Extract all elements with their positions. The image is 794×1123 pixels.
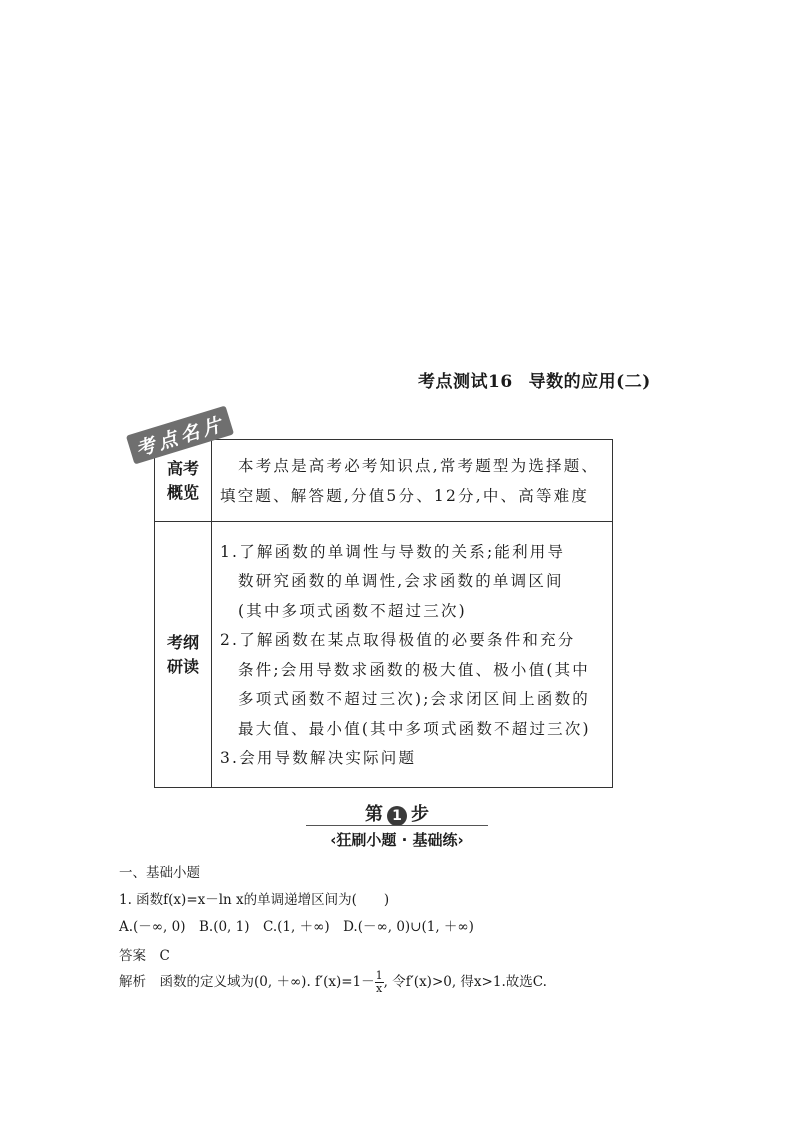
content-line: 填空题、解答题,分值5分、12分,中、高等难度 bbox=[220, 486, 590, 505]
row-content bbox=[212, 440, 613, 522]
row-content bbox=[212, 522, 613, 788]
fraction bbox=[375, 970, 384, 995]
analysis-line bbox=[119, 970, 547, 995]
section-heading: 一、基础小题 bbox=[119, 865, 200, 881]
content-line: 1.了解函数的单调性与导数的关系;能利用导 bbox=[220, 542, 566, 561]
content-line: 2.了解函数在某点取得极值的必要条件和充分 bbox=[220, 631, 576, 649]
step-title bbox=[306, 800, 488, 826]
answer-options: A.(－∞, 0) B.(0, 1) C.(1, ＋∞) D.(－∞, 0)∪(1, ＋∞) bbox=[119, 919, 474, 935]
step-divider bbox=[306, 825, 488, 826]
row-header-line: 研读 bbox=[166, 656, 199, 676]
step-subtitle: ‹狂刷小题 · 基础练› bbox=[330, 831, 464, 849]
title-main: 考点测试16 bbox=[418, 372, 513, 392]
row-header bbox=[155, 522, 212, 788]
row-header-line: 概览 bbox=[166, 482, 199, 502]
question-text: 1. 函数f(x)=x－ln x的单调递增区间为( ) bbox=[119, 892, 390, 908]
topic-card-stamp: 考点名片 bbox=[126, 405, 234, 464]
content-line: 本考点是高考必考知识点,常考题型为选择题、 bbox=[238, 457, 600, 475]
step-prefix: 第 bbox=[365, 804, 383, 825]
analysis-text: , 令f′(x)>0, 得x>1.故选C. bbox=[383, 974, 547, 990]
step-suffix: 步 bbox=[411, 804, 429, 825]
title-sub: 导数的应用(二) bbox=[528, 372, 651, 392]
content-line: (其中多项式函数不超过三次) bbox=[238, 601, 467, 620]
table-row bbox=[155, 440, 613, 522]
content-line: 最大值、最小值(其中多项式函数不超过三次) bbox=[238, 719, 591, 738]
answer-line: 答案 C bbox=[119, 948, 170, 964]
step-number-badge: 1 bbox=[387, 806, 407, 826]
table-row bbox=[155, 522, 613, 788]
analysis-text: 解析 函数的定义域为(0, ＋∞). f′(x)=1－ bbox=[119, 974, 375, 990]
fraction-denominator: x bbox=[376, 982, 383, 995]
fraction-numerator: 1 bbox=[375, 969, 383, 982]
row-header-line: 考纲 bbox=[166, 632, 199, 652]
content-line: 数研究函数的单调性,会求函数的单调区间 bbox=[238, 572, 564, 590]
content-line: 条件;会用导数求函数的极大值、极小值(其中 bbox=[238, 660, 590, 679]
content-line: 3.会用导数解决实际问题 bbox=[220, 749, 417, 767]
step-banner bbox=[306, 800, 488, 854]
topic-info-table bbox=[154, 439, 613, 788]
page-title bbox=[418, 367, 651, 392]
row-header-line: 高考 bbox=[166, 458, 199, 478]
content-line: 多项式函数不超过三次);会求闭区间上函数的 bbox=[238, 690, 590, 708]
